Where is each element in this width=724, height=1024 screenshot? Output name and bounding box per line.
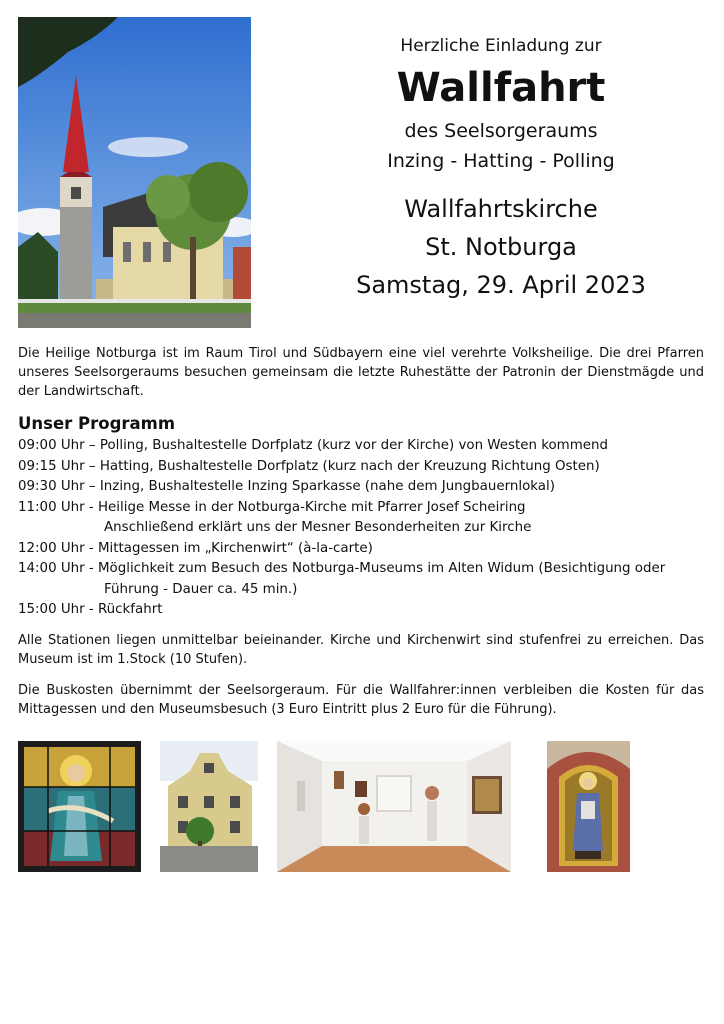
program-item <box>18 457 708 478</box>
program-text: Möglichkeit zum Besuch des Notburga-Museums im Alten Widum (Besichtigung oder <box>97 561 666 576</box>
program-item <box>18 559 708 600</box>
program-item <box>18 600 708 621</box>
program-item <box>18 477 708 498</box>
program-time: 09:00 Uhr – <box>18 438 100 453</box>
program-time: 14:00 Uhr - <box>18 561 98 576</box>
program-text: Inzing, Bushaltestelle Inzing Sparkasse (nahe dem Jungbauernlokal) <box>99 479 555 494</box>
costs-note: Die Buskosten übernimmt der Seelsorgeraum. Für die Wallfahrer:innen verbleiben die Kosten für das Mittagessen und den Museumsbesuch (3 Euro Eintritt plus 2 Euro für die Führung). <box>18 683 704 717</box>
event-date: Samstag, 29. April 2023 <box>356 271 646 299</box>
program-time: 15:00 Uhr - <box>18 602 98 617</box>
program-text: Mittagessen im „Kirchenwirt“ (à-la-carte) <box>97 540 373 556</box>
subtitle-line-1: des Seelsorgeraums <box>404 120 598 142</box>
mosaic-niche-image <box>547 741 630 872</box>
stained-glass-image <box>18 741 141 872</box>
church-name-line-1: Wallfahrtskirche <box>404 195 598 223</box>
invitation-text: Herzliche Einladung zur <box>400 36 602 56</box>
page-title: Wallfahrt <box>396 65 606 111</box>
program-continuation: Anschließend erklärt uns der Mesner Besonderheiten zur Kirche <box>104 520 532 535</box>
program-text: Polling, Bushaltestelle Dorfplatz (kurz vor der Kirche) von Westen kommend <box>99 438 608 453</box>
intro-paragraph: Die Heilige Notburga ist im Raum Tirol und Südbayern eine viel verehrte Volksheilige. Die drei Pfarren unseres Seelsorgeraums besuchen gemeinsam die letzte Ruhestätte der Patronin der Dienstmägde und der Landwirtschaft. <box>18 346 704 399</box>
program-item <box>18 498 708 539</box>
program-time: 09:15 Uhr – <box>18 458 100 474</box>
program-text: Hatting, Bushaltestelle Dorfplatz (kurz nach der Kreuzung Richtung Osten) <box>99 458 600 474</box>
program-time: 09:30 Uhr – <box>18 479 100 494</box>
museum-interior-image <box>277 741 511 872</box>
program-item <box>18 539 708 560</box>
subtitle-line-2: Inzing - Hatting - Polling <box>387 150 615 172</box>
title-block <box>300 34 702 304</box>
program-time: 12:00 Uhr - <box>18 540 98 556</box>
widum-building-image <box>160 741 258 872</box>
accessibility-note: Alle Stationen liegen unmittelbar beieinander. Kirche und Kirchenwirt sind stufenfrei zu erreichen. Das Museum ist im 1.Stock (10 Stufen). <box>18 633 704 667</box>
church-name-line-2: St. Notburga <box>425 233 577 261</box>
program-heading: Unser Programm <box>18 414 176 433</box>
program-item <box>18 436 708 457</box>
church-photo <box>18 17 251 328</box>
program-text: Heilige Messe in der Notburga-Kirche mit Pfarrer Josef Scheiring <box>97 499 526 515</box>
program-time: 11:00 Uhr - <box>18 499 98 515</box>
program-list <box>18 436 708 621</box>
program-text: Rückfahrt <box>97 602 163 617</box>
program-continuation: Führung - Dauer ca. 45 min.) <box>104 581 298 597</box>
